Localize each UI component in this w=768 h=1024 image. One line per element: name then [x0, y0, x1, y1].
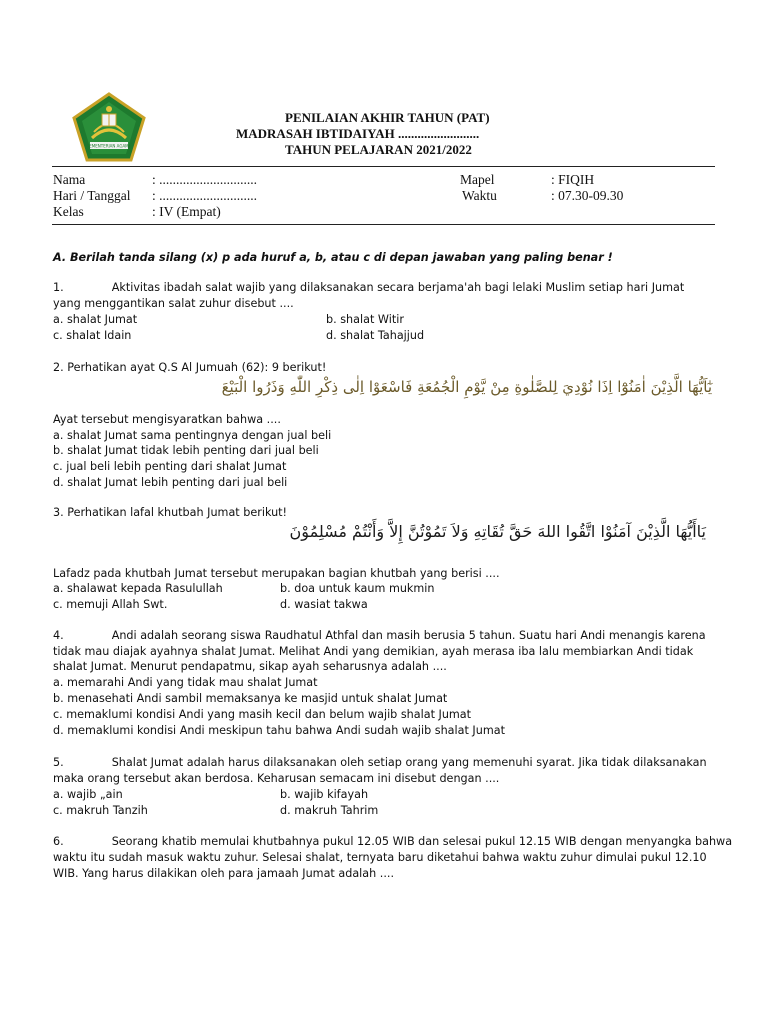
q1-option-d[interactable]: d. shalat Tahajjud [326, 329, 425, 342]
q5-number: 5. [53, 756, 64, 769]
mapel-value: : FIQIH [551, 172, 595, 187]
q2-line1: 2. Perhatikan ayat Q.S Al Jumuah (62): 9 berikut! [53, 361, 327, 374]
q2-option-b[interactable]: b. shalat Jumat tidak lebih penting dari jual beli [53, 444, 319, 457]
waktu-label: Waktu [462, 188, 497, 203]
q6-line1 [53, 834, 732, 850]
kelas-value: : IV (Empat) [152, 204, 221, 219]
q3-option-c[interactable]: c. memuji Allah Swt. [53, 598, 168, 611]
q5-line1 [53, 755, 707, 771]
q4-number: 4. [53, 629, 64, 642]
q4-option-a[interactable]: a. memarahi Andi yang tidak mau shalat Jumat [53, 676, 318, 689]
q6-number: 6. [53, 835, 64, 848]
q1-option-c[interactable]: c. shalat Idain [53, 329, 132, 342]
q4-text1: Andi adalah seorang siswa Raudhatul Athfal dan masih berusia 5 tahun. Suatu hari Andi menangis karena [111, 629, 706, 642]
school-name: MADRASAH IBTIDAIYAH ......................... [236, 126, 480, 141]
q1-line1 [53, 280, 684, 296]
exam-title: PENILAIAN AKHIR TAHUN (PAT) [285, 110, 490, 125]
q5-line2: maka orang tersebut akan berdosa. Keharusan semacam ini disebut dengan .... [53, 772, 500, 785]
q4-line2: tidak mau diajak ayahnya shalat Jumat. Melihat Andi yang demikian, ayah merasa iba lalu membiarkan Andi tidak [53, 645, 694, 658]
q3-stem: Lafadz pada khutbah Jumat tersebut merupakan bagian khutbah yang berisi .... [53, 567, 500, 580]
nama-label: Nama [53, 172, 86, 187]
q6-text1: Seorang khatib memulai khutbahnya pukul 12.05 WIB dan selesai pukul 12.15 WIB dengan menyangka bahwa [111, 835, 733, 848]
q1-line2: yang menggantikan salat zuhur disebut .... [53, 297, 294, 310]
q4-option-b[interactable]: b. menasehati Andi sambil memaksanya ke masjid untuk shalat Jumat [53, 692, 448, 705]
academic-year: TAHUN PELAJARAN 2021/2022 [285, 142, 472, 157]
q3-option-d[interactable]: d. wasiat takwa [280, 598, 368, 611]
q6-line3: WIB. Yang harus dilakikan oleh para jamaah Jumat adalah .... [53, 867, 395, 880]
q5-option-d[interactable]: d. makruh Tahrim [280, 804, 379, 817]
mapel-label: Mapel [460, 172, 495, 187]
q4-option-d[interactable]: d. memaklumi kondisi Andi meskipun tahu bahwa Andi sudah wajib shalat Jumat [53, 724, 505, 737]
q5-option-c[interactable]: c. makruh Tanzih [53, 804, 148, 817]
q2-option-a[interactable]: a. shalat Jumat sama pentingnya dengan jual beli [53, 429, 332, 442]
logo-text: KEMENTERIAN AGAMA [86, 143, 132, 149]
q5-text1: Shalat Jumat adalah harus dilaksanakan oleh setiap orang yang memenuhi syarat. Jika tidak dilaksanakan [111, 756, 707, 769]
waktu-value: : 07.30-09.30 [551, 188, 624, 203]
q3-arabic-khutbah: يَاأَيُّهَا الَّذِيْنَ آمَنُوْا اتَّقُوا اللهَ حَقَّ تُقَاتِهِ وَلاَ تَمُوْتُنَّ إِلاَّ وَأَنْتُمْ مُسْلِمُوْنَ [289, 522, 706, 541]
hari-label: Hari / Tanggal [53, 188, 131, 203]
kelas-label: Kelas [53, 204, 84, 219]
q6-line2: waktu itu sudah masuk waktu zuhur. Selesai shalat, ternyata baru diketahui bahwa waktu zuhur dimulai pukul 12.10 [53, 851, 707, 864]
section-a-instruction: A. Berilah tanda silang (x) p ada huruf a, b, atau c di depan jawaban yang paling benar ! [53, 251, 613, 264]
q1-number: 1. [53, 281, 64, 294]
q3-option-a[interactable]: a. shalawat kepada Rasulullah [53, 582, 223, 595]
kemenag-logo [72, 92, 146, 162]
q3-line1: 3. Perhatikan lafal khutbah Jumat berikut! [53, 506, 288, 519]
q5-option-b[interactable]: b. wajib kifayah [280, 788, 369, 801]
q4-line3: shalat Jumat. Menurut pendapatmu, sikap ayah seharusnya adalah .... [53, 660, 447, 673]
q1-option-b[interactable]: b. shalat Witir [326, 313, 404, 326]
info-divider [52, 224, 715, 225]
q1-option-a[interactable]: a. shalat Jumat [53, 313, 138, 326]
hari-field[interactable]: : ............................. [152, 188, 258, 203]
q4-line1 [53, 628, 706, 644]
q2-option-c[interactable]: c. jual beli lebih penting dari shalat Jumat [53, 460, 287, 473]
q2-arabic-verse: يٰٓاَيُّهَا الَّذِيْنَ اٰمَنُوْٓا اِذَا نُوْدِيَ لِلصَّلٰوةِ مِنْ يَّوْمِ الْجُمُعَةِ فَاسْعَوْا اِلٰى ذِكْرِ اللّٰهِ وَذَرُوا الْبَيْعَ [221, 378, 712, 396]
q2-stem: Ayat tersebut mengisyaratkan bahwa .... [53, 413, 281, 426]
nama-field[interactable]: : ............................. [152, 172, 258, 187]
q2-option-d[interactable]: d. shalat Jumat lebih penting dari jual beli [53, 476, 288, 489]
q3-option-b[interactable]: b. doa untuk kaum mukmin [280, 582, 435, 595]
header-divider [52, 166, 715, 167]
q4-option-c[interactable]: c. memaklumi kondisi Andi yang masih kecil dan belum wajib shalat Jumat [53, 708, 472, 721]
q1-text1: Aktivitas ibadah salat wajib yang dilaksanakan secara berjama'ah bagi lelaki Muslim setiap hari Jumat [111, 281, 685, 294]
q5-option-a[interactable]: a. wajib „ain [53, 788, 123, 801]
